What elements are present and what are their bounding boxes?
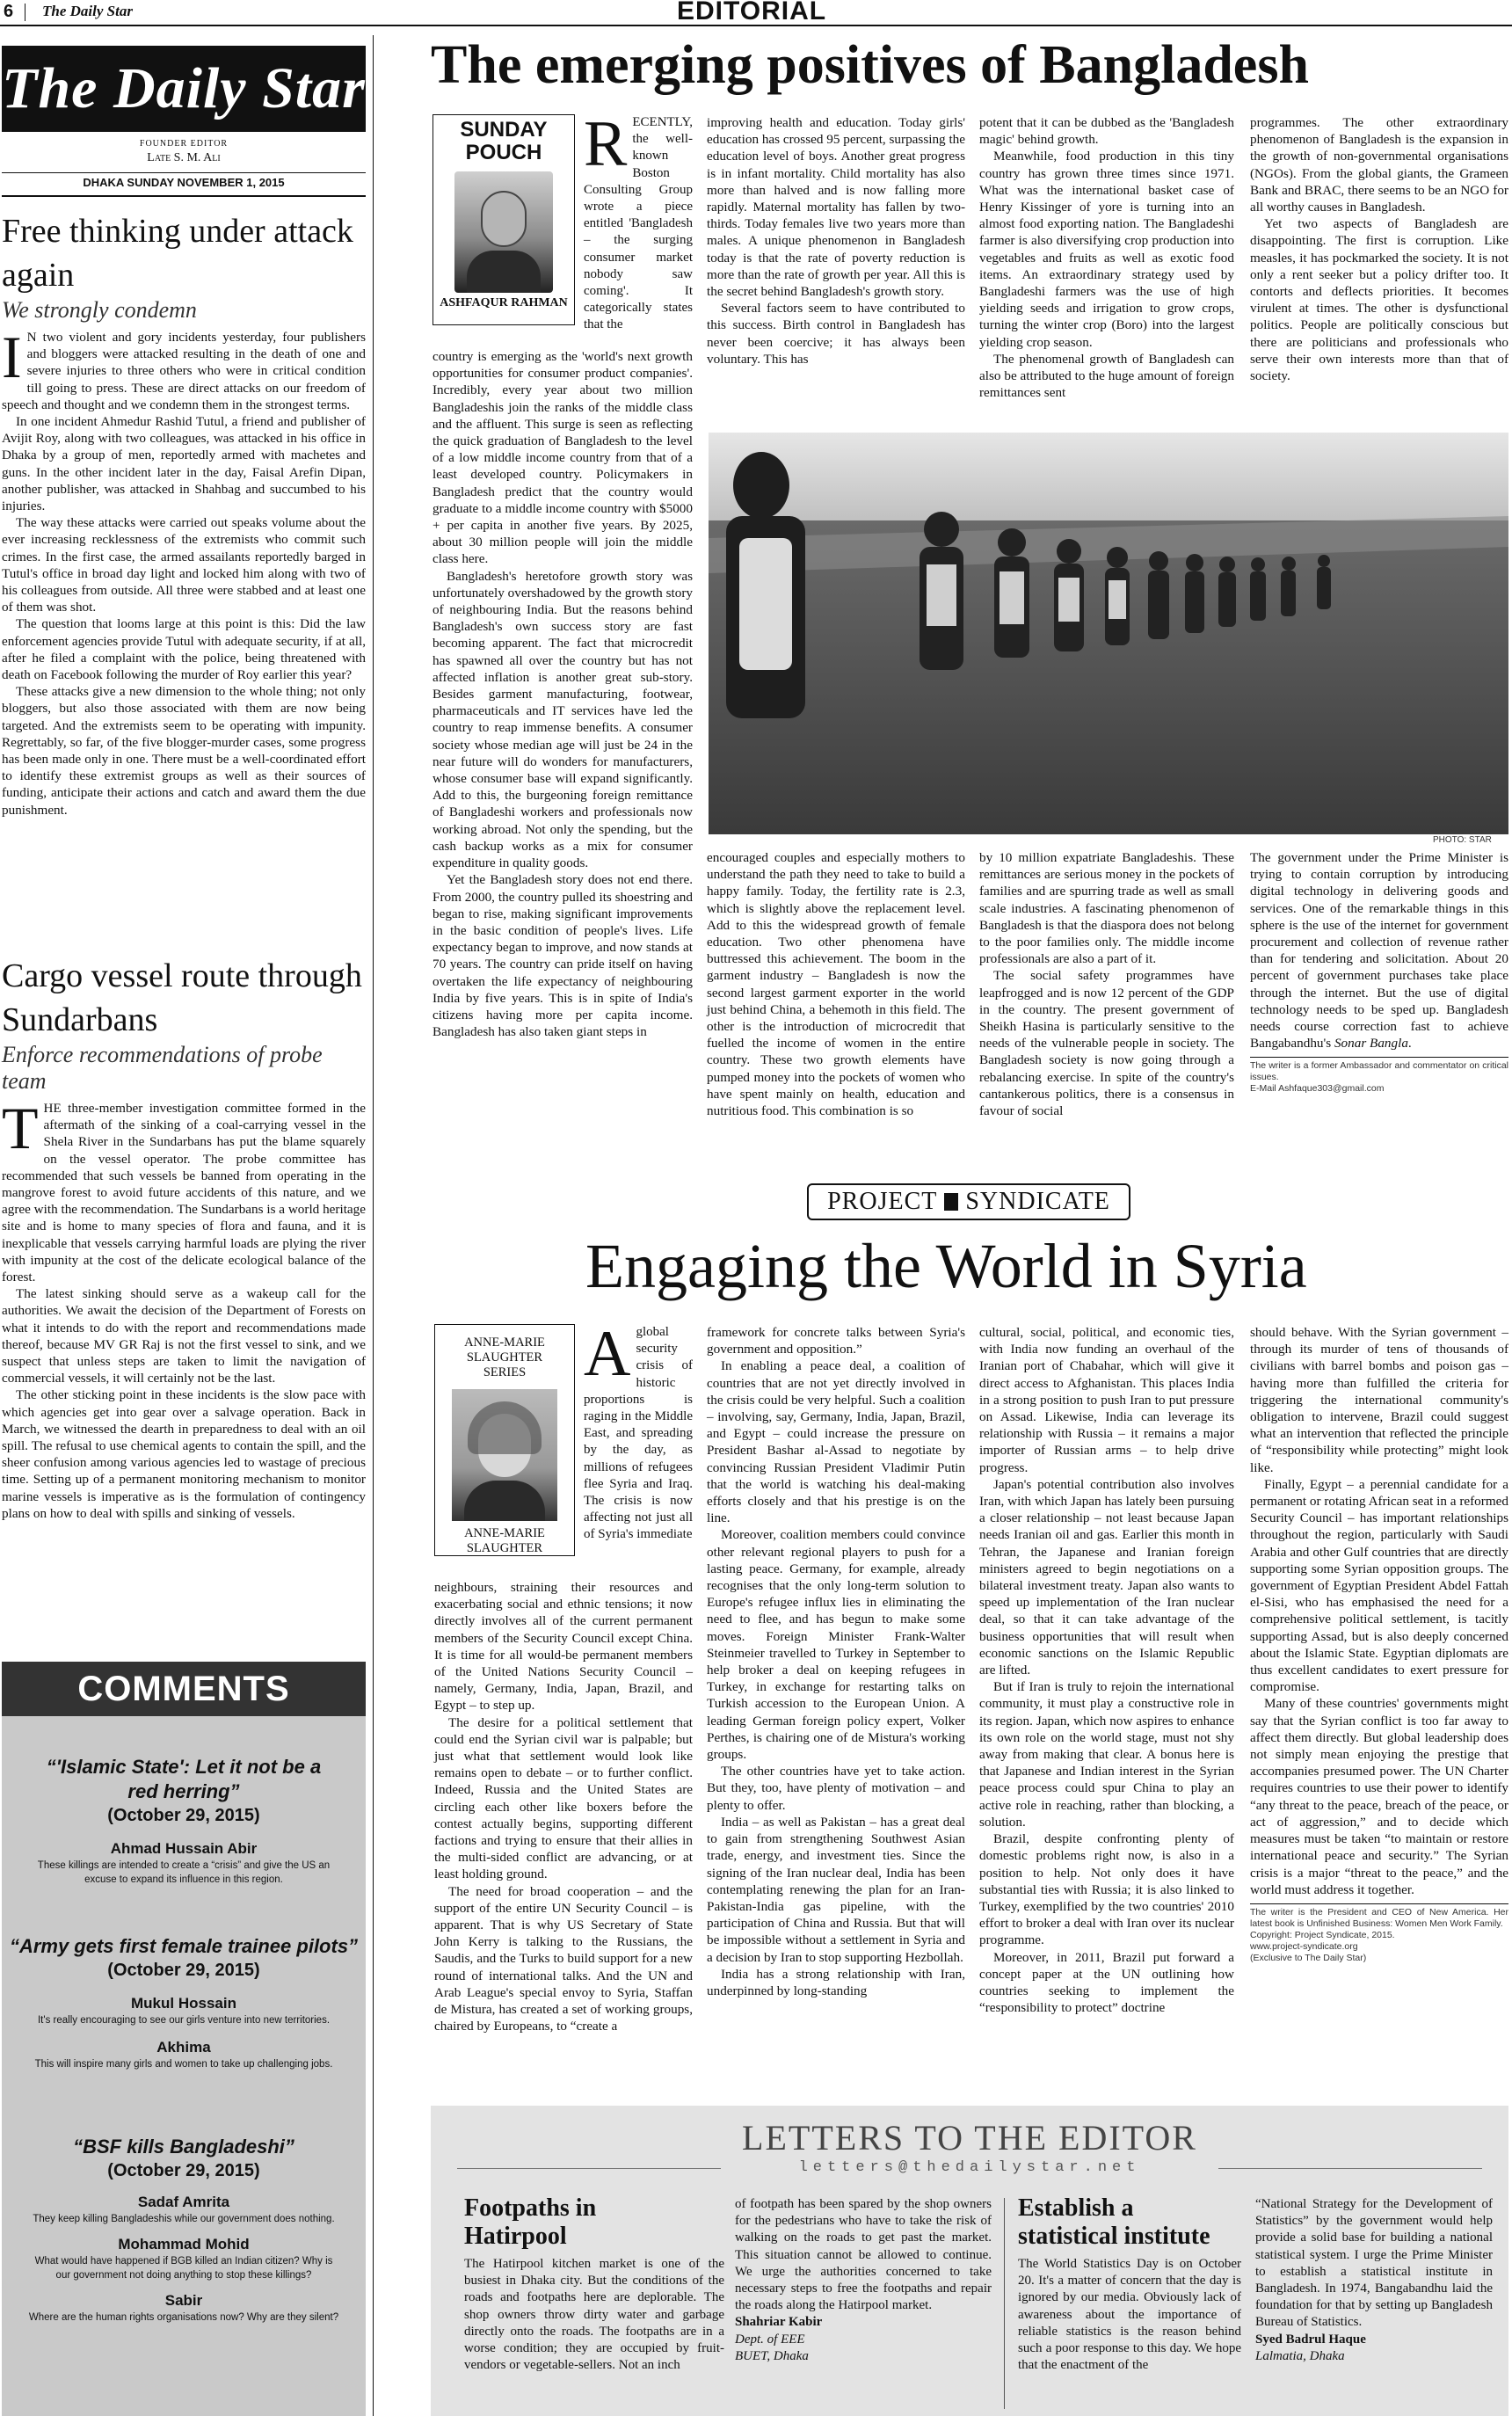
paragraph: Bangladesh's heretofore growth story was unfortunately overshadowed by the growth story of neighbouring India. But the reasons behind Bangladesh's own success story are fast becoming apparent. The fact that microcredit has spawned all over the country but has not affected inflation is another great sub-story. Besides garment manufacturing, footwear, pharmaceuticals and IT services have led the country to reap immense benefits. A consumer society whose median age will just be 24 in the near future will do wonders for manufacturers, whose consumer base will expand significantly. Add to this, the burgeoning foreign remittance of Bangladeshi workers and professionals now working abroad. Not only the spending, but the cash backup works as a mix for consumer expenditure in quality goods. bbox=[433, 568, 693, 871]
article-2-column-1 bbox=[434, 1579, 693, 2034]
comment-group bbox=[2, 2135, 366, 2325]
paragraph: of footpath has been spared by the shop owners for the pedestrians who have to take the risk of walking on the roads to get past the market. This situation cannot be allowed to continue. We urge the authorities concerned to take necessary steps to free the footpaths and repair the roads along the Hatirpool market. bbox=[735, 2197, 992, 2313]
paragraph: The social safety programmes have leapfrogged and is now 12 percent of the GDP in the country. The present government of Sheikh Hasina is particularly sensitive to the needs of the vulnerable people in society. The Bangladesh society is now going through a rebalancing exercise. In spite of the country's cantankerous politics, there is a consensus in favour of social bbox=[979, 968, 1234, 1119]
paragraph: Finally, Egypt – a perennial candidate for a permanent or rotating African seat in a reformed Security Council – has important relationships throughout the region, particularly with Saudi Arabia and other Gulf countries that are directly supporting some Syrian opposition groups. The government of Egyptian President Abdel Fattah el-Sisi, who has emphasised the need for a comprehensive political settlement, is tacitly supporting Assad, but is also deeply concerned about the Islamic State. Egyptian diplomats are thus excellent candidates to exert pressure for compromise. bbox=[1250, 1476, 1508, 1695]
paragraph: The latest sinking should serve as a wakeup call for the authorities. We await the decision of the Department of Forests on what it intends to do with the report and recommendations made thereof, because MV GR Raj is not the first vessel to sink, and we suspect that unless steps are taken to limit the navigation of commercial vessels, it will certainly not be the last. bbox=[2, 1286, 366, 1386]
letter-signature: Syed Badrul Haque bbox=[1255, 2332, 1366, 2347]
article-2-intro bbox=[584, 1318, 693, 1544]
paragraph: The Hatirpool kitchen market is one of the busiest in Dhaka city. But the conditions of the roads and footpaths here are deplorable. The shop owners throw dirty water and garbage directly onto the roads. The footpaths are in a worse condition; they are occupied by fruit-vendors or vegetable-sellers. Not an inch bbox=[464, 2257, 724, 2373]
comment-headline: “'Islamic State': Let it not be a red herring” bbox=[46, 1756, 322, 1802]
paragraph: “National Strategy for the Development of Statistics” by the government would help provide a solid base for building a national statistical system. I urge the Prime Minister to establish a statistical institute in Bangladesh. In 1974, Bangabandhu laid the foundation for that by setting up Bangladesh Bureau of Statistics. bbox=[1255, 2197, 1493, 2330]
letter-1-headline: Footpaths in Hatirpool bbox=[464, 2194, 597, 2250]
paragraph: HE three-member investigation committee formed in the aftermath of the sinking of a coal-carrying vessel in the Shela River in the Sundarbans has put the blame squarely on the vessel operator. The probe committee has recommended that such vessels be banned from operating in the mangrove forest to avoid future accidents of this nature, and we agree with the recommendation. The Sundarbans is a world heritage site and is home to many species of flora and fauna, and it is inexplicable that vessels carrying harmful loads are plying the river with impunity at the cost of the delicate ecological balance of the forest. bbox=[2, 1101, 366, 1285]
paragraph: India has a strong relationship with Iran, underpinned by long-standing bbox=[707, 1966, 965, 1998]
header-paper-name: The Daily Star bbox=[42, 3, 133, 19]
paragraph: But if Iran is truly to rejoin the international community, it must play a constructive role in its region. Japan, which now aspires to enhance its own role on the world stage, must not shy away from making that clear. A bonus here is that Japanese and Indian interest in the Syrian peace process could spur China to play an active role in reaching, rather than blocking, a solution. bbox=[979, 1679, 1234, 1830]
paragraph: country is emerging as the 'world's next growth opportunities for consumer product companies'. Incredibly, every year about two million Bangladeshis join the ranks of the middle class and the affluent. This surge is seen as reflecting the quick graduation of Bangladesh to the level of a low middle income country from that of a least developed country. Policymakers in Bangladesh predict that the country would graduate to a middle income country with $5000 + per capita in another five years. By 2025, about 30 million people will join the middle class here. bbox=[433, 349, 693, 567]
author-name: ASHFAQUR RAHMAN bbox=[440, 296, 568, 309]
commenter-name: Sabir bbox=[164, 2292, 203, 2309]
comment-date: (October 29, 2015) bbox=[107, 1806, 260, 1825]
article-2-column-3 bbox=[979, 1324, 1234, 2016]
paragraph: framework for concrete talks between Syria's government and opposition.” bbox=[707, 1325, 965, 1357]
paragraph: The other sticking point in these incidents is the slow pace with which agencies get into gear over a salvage operation. Back in March, we witnessed the dearth in preparedness to deal with an oil spill. The refusal to use chemical agents to contain the spill, and the sheer confusion among various agencies led to wastage of precious time. Setting up of a permanent monitoring mechanism to monitor marine vessels is imperative as is the formulation of contingency plans on how to deal with spills and sinking of vessels. bbox=[2, 1387, 366, 1521]
editorial-2-subhead: Enforce recommendations of probe team bbox=[2, 1042, 323, 1094]
letter-location: Lalmatia, Dhaka bbox=[1255, 2348, 1345, 2363]
letter-2-headline: Establish a statistical institute bbox=[1018, 2194, 1210, 2250]
masthead-logo: The Daily Star bbox=[2, 46, 366, 132]
paragraph: by 10 million expatriate Bangladeshis. These remittances are serious money in the pockets of families and are spurring trade as well as small scale industries. A fascinating phenomenon of Bangladesh is that the diaspora does not belong to the poor families only. The middle income professionals are also a part of it. bbox=[979, 850, 1234, 967]
commenter-name: Sadaf Amrita bbox=[137, 2194, 230, 2210]
paragraph: The desire for a political settlement that could end the Syrian civil war is palpable; but just what that settlement would look like remains open to debate – or to further conflict. Indeed, Russia and the United States are circling each other like boxers before the contest actually begins, supporting different factions and trying to ensure that their allies in the multi-sided conflict are advancing, or at least holding ground. bbox=[434, 1714, 693, 1882]
emphasis-text: Sonar Bangla bbox=[1334, 1036, 1408, 1052]
comment-date: (October 29, 2015) bbox=[107, 2161, 260, 2180]
dropcap: I bbox=[2, 324, 22, 390]
paragraph: The need for broad cooperation – and the support of the entire UN Security Council – is apparent. That is why US Secretary of State John Kerry is talking to the Russians, the Saudis, and the Turks to build support for a new round of international talks. And the UN and Arab League's special envoy to Syria, Staffan de Mistura, has created a set of working groups, chaired by Europeans, to “create a bbox=[434, 1883, 693, 2034]
syndicate-url: www.project-syndicate.org bbox=[1250, 1940, 1358, 1952]
letter-2-column-1 bbox=[1018, 2256, 1241, 2374]
article-1-headline: The emerging positives of Bangladesh bbox=[431, 35, 1309, 95]
article-2-column-4 bbox=[1250, 1324, 1508, 1964]
author-email: E-Mail Ashfaque303@gmail.com bbox=[1250, 1083, 1385, 1095]
paragraph: ECENTLY, the well-known Boston Consulting Group wrote a piece entitled 'Bangladesh – the surging consumer market nobody saw coming'. It categorically states that the bbox=[584, 115, 693, 332]
paragraph: Brazil, despite confronting plenty of domestic problems right now, is also in a position to help. Not only does it have substantial ties with Russia; it is also linked to Turkey, exemplified by the two countries' 2010 effort to broker a deal with Iran over its nuclear programme. bbox=[979, 1831, 1234, 1948]
dateline-rule-top bbox=[2, 172, 366, 173]
paragraph: improving health and education. Today girls' education has crossed 95 percent, surpassing the education level of boys. Another great progress is in infant mortality. Child mortality has also more than halved and is now falling more rapidly. Maternal mortality has fallen by two-thirds. Today females live two years more than males. A unique phenomenon in Bangladesh today is that the rate of poverty reduction is more than the rate of growth per year. All this is the secret behind Bangladesh's growth story. bbox=[707, 115, 965, 300]
commenter-name: Mohammad Mohid bbox=[118, 2236, 250, 2252]
paragraph: potent that it can be dubbed as the 'Bangladesh magic' behind growth. bbox=[979, 115, 1234, 148]
editorial-2-headline: Cargo vessel route through Sundarbans bbox=[2, 957, 362, 1038]
editorial-1-subhead: We strongly condemn bbox=[2, 297, 197, 323]
comment-group bbox=[2, 1934, 366, 2071]
paragraph: The government under the Prime Minister is trying to contain corruption by introducing digital technology in delivering goods and services. One of the remarkable things in this sphere is the use of the internet for government procurement and collection of revenue rather than for tendering and solicitation. About 20 percent of government purchases take place through the internet. But the use of digital technology needs to be sped up. Bangladesh needs course correction fast to achieve Bangabandhu's bbox=[1250, 850, 1508, 1052]
paragraph: cultural, social, political, and economic ties, with India now funding an overhaul of the Iranian port of Chabahar, which will give it direct access to Afghanistan. This places India in a strong position to push Iran to put pressure on Assad. Likewise, India can leverage its relationship with Russia – it remains a major importer of Russian arms – to help drive progress. bbox=[979, 1325, 1234, 1475]
column-name: SUNDAY POUCH bbox=[460, 118, 548, 164]
article-1-column-3-top bbox=[979, 114, 1234, 401]
letter-1-column-2 bbox=[735, 2196, 992, 2365]
article-1-column-4-bottom bbox=[1250, 849, 1508, 1095]
letters-email: letters@thedailystar.net bbox=[798, 2159, 1141, 2176]
letters-divider bbox=[1004, 2198, 1005, 2409]
paragraph: India – as well as Pakistan – has a great deal to gain from strengthening Southwest Asian trade, energy, and investment ties. Since the signing of the Iran nuclear deal, India has been contemplating renewing the plan for an Iran-Pakistan-India gas pipeline, with the participation of China and Russia. But that will be impossible without a settlement in Syria and a decision by Iran to stop supporting Hezbollah. bbox=[707, 1814, 965, 1965]
syndicate-mark bbox=[944, 1193, 958, 1211]
author-photo bbox=[454, 171, 553, 293]
dateline-rule-bottom bbox=[2, 195, 366, 197]
comments-title: COMMENTS bbox=[2, 1662, 366, 1716]
paragraph: Moreover, in 2011, Brazil put forward a concept paper at the UN outlining how countries seeking to implement the “responsibility to protect” doctrine bbox=[979, 1949, 1234, 2016]
schoolgirls-photo bbox=[709, 433, 1508, 834]
paragraph: encouraged couples and especially mothers to understand the path they need to take to build a happy family. Today, the fertility rate is 2.3, which is slightly above the replacement level. Add to this the widespread growth of female education. Two other phenomena have buttressed this achievement. The boom in the garment industry – Bangladesh is now the second largest garment exporter in the world just behind China, a behemoth in this field. The other is the introduction of microcredit that fuelled the income of women in the entire country. These two growth elements have pumped money into the pockets of women who have spent mainly on health, education and nutritious food. This combination is so bbox=[707, 850, 965, 1119]
news-photo bbox=[709, 433, 1508, 834]
page-number: 6 bbox=[4, 2, 14, 21]
section-label: EDITORIAL bbox=[677, 0, 827, 25]
paragraph: should behave. With the Syrian government – through its murder of tens of thousands of civilians with barrel bombs and poison gas – having more than fulfilled the criteria for triggering the international community's obligation to intervene, Brazil could suggest what an intervention that reflected the principle of “responsibility while protecting” might look like. bbox=[1250, 1325, 1508, 1475]
article-1-column-3-bottom bbox=[979, 849, 1234, 1119]
exclusive-note: (Exclusive to The Daily Star) bbox=[1250, 1952, 1367, 1963]
sidebar-rule bbox=[373, 35, 374, 2416]
dropcap: T bbox=[2, 1095, 39, 1161]
paragraph: These attacks give a new dimension to the whole thing; not only bloggers, but also those associated with them are now being targeted. And the extremists seem to be operating with impunity. Regrettably, so far, of the five blogger-murder cases, some progress has been made only in one. There must be a well-coordinated effort to identify these extremist groups as well as their sources of funding, anticipate their actions and catch and award them the due punishment. bbox=[2, 684, 366, 818]
paragraph: Yet two aspects of Bangladesh are disappointing. The first is corruption. Like measles, it has pockmarked the society. It is not only a rent seeker but a policy drifter too. It contorts and deflects priorities. It becomes virulent at times. The other is dysfunctional politics. People are politically conscious but there are politicians and professionals who serve their own interests more than that of society. bbox=[1250, 216, 1508, 384]
series-author-name: ANNE-MARIE SLAUGHTER bbox=[464, 1335, 545, 1364]
dateline: DHAKA SUNDAY NOVEMBER 1, 2015 bbox=[83, 176, 285, 189]
paragraph: Japan's potential contribution also involves Iran, with which Japan has lately been pursuing a closer relationship – not least because Japan needs Iranian oil and gas. Earlier this month in Tehran, the Japanese and Iranian foreign ministers agreed to begin negotiations on a bilateral investment treaty. Japan also wants to speed up implementation of the Iran nuclear deal, so that it can take advantage of the business opportunities that will result when economic sanctions on the Islamic Republic are lifted. bbox=[979, 1476, 1234, 1678]
paragraph: In one incident Ahmedur Rashid Tutul, a friend and publisher of Avijit Roy, along with two colleagues, was attacked in his office in Dhaka by a group of men, reportedly armed with machetes and guns. In the other incident later in the day, Faisal Arefin Dipan, another publisher, was attacked in Shahbag and succumbed to his injuries. bbox=[2, 414, 366, 514]
comment-group bbox=[2, 1755, 366, 1887]
author-note: The writer is a former Ambassador and commentator on critical issues. bbox=[1250, 1060, 1508, 1083]
paragraph: The question that looms large at this point is this: Did the law enforcement agencies provide Tutul with adequate security, if at all, after he filed a complaint with the police, being threatened with death on Facebook following the murder of Roy earlier this year? bbox=[2, 616, 366, 683]
letters-title: LETTERS TO THE EDITOR bbox=[742, 2118, 1197, 2158]
paragraph: In enabling a peace deal, a coalition of countries that are not yet directly involved in the crisis could be very helpful. Such a coalition – involving, say, Germany, India, Japan, Brazil, and Egypt – could increase the pressure on President Bashar al-Assad to negotiate by convincing Russian President Vladimir Putin that the world is watching his deal-making efforts closely and that his prestige is on the line. bbox=[707, 1358, 965, 1526]
series-author-box bbox=[434, 1324, 575, 1556]
paragraph: N two violent and gory incidents yesterday, four publishers and bloggers were attacked resulting in the death of one and severe injuries to three others who were in critical condition till going to press. These are direct attacks on our freedom of speech and thought and we condemn them in the strongest terms. bbox=[2, 330, 366, 412]
letter-location: BUET, Dhaka bbox=[735, 2348, 809, 2363]
series-label: SERIES bbox=[483, 1365, 527, 1379]
photo-credit: PHOTO: STAR bbox=[1433, 835, 1492, 845]
commenter-name: Akhima bbox=[156, 2039, 211, 2056]
letter-1-column-1 bbox=[464, 2256, 724, 2374]
dropcap: A bbox=[584, 1318, 631, 1390]
comment-headline: “BSF kills Bangladeshi” bbox=[73, 2136, 294, 2158]
paragraph: global security crisis of historic proportions is raging in the Middle East, and spreading by the day, as millions of refugees flee Syria and Iraq. The crisis is now affecting not just all of Syria's immediate bbox=[584, 1325, 693, 1542]
commenter-name: Ahmad Hussain Abir bbox=[110, 1840, 258, 1857]
comment-text: This will inspire many girls and women to take up challenging jobs. bbox=[34, 2059, 333, 2070]
project-syndicate-logo bbox=[807, 1183, 1130, 1220]
paragraph: The World Statistics Day is on October 20. It's a matter of concern that the day is ignored by our media. Obviously lack of awareness about the importance of reliable statistics is the reason behind such a poor response to this day. We hope that the enactment of the bbox=[1018, 2257, 1241, 2373]
editorial-2 bbox=[2, 954, 366, 1522]
syndicate-left: PROJECT bbox=[827, 1188, 938, 1215]
paragraph: The phenomenal growth of Bangladesh can also be attributed to the huge amount of foreign remittances sent bbox=[979, 351, 1234, 401]
paragraph: The way these attacks were carried out speaks volume about the ever increasing recklessness of the extremists who commit such crimes. In the first case, the armed assailants reportedly barged in Tutul's office in broad day light and locked him along with two of his colleagues from outside. All three were stabbed and at least one of them was shot. bbox=[2, 515, 366, 615]
comment-text: They keep killing Bangladeshis while our government does nothing. bbox=[33, 2214, 335, 2224]
article-1-column-4-top bbox=[1250, 114, 1508, 384]
paragraph: Many of these countries' governments might say that the Syrian conflict is too far away to affect them directly. But global leadership does not simply mean enjoying the prestige that accompanies presumed power. The UN Charter requires countries to use their power to identify “any threat to the peace, breach of the peace, or act of aggression,” and to decide which measures must be taken “to maintain or restore international peace and security.” The Syrian crisis is a major “threat to the peace,” and the world must address it together. bbox=[1250, 1696, 1508, 1897]
founder-label: FOUNDER EDITOR bbox=[139, 139, 229, 149]
paragraph: Yet the Bangladesh story does not end there. From 2000, the country pulled its shoestring and began to rise, making significant improvements in the basic condition of people's lives. Life expectancy began to improve, and now stands at 70 years. The country can pride itself on having overtaken the life expectancy of neighbouring India by five years. This is in spite of India's citizens having more per capita income. Bangladesh has also taken giant steps in bbox=[433, 872, 693, 1040]
paragraph: Meanwhile, food production in this tiny country has grown three times since 1971. What was the international basket case of Henry Kissinger of yore is turning into an almost food exporting nation. The Bangladeshi farmer is also diversifying crop production into vegetables and fruits as well as exotic food items. An extraordinary strategy used by Bangladeshi farmers was the use of high yielding seeds and irrigation to grow crops, turning the winter crop (Boro) into the largest yielding crop season. bbox=[979, 149, 1234, 350]
editorial-1-headline: Free thinking under attack again bbox=[2, 213, 353, 294]
comment-text: It's really encouraging to see our girls venture into new territories. bbox=[37, 2015, 331, 2026]
paragraph: neighbours, straining their resources and exacerbating social and ethnic tensions; it now directly involves all of the current permanent members of the Security Council except China. It is time for all would-be permanent members of the United Nations Security Council – namely, Germany, India, Japan, Brazil, and Egypt – to step up. bbox=[434, 1580, 693, 1714]
paragraph: programmes. The other extraordinary phenomenon of Bangladesh is the expansion in the growth of non-governmental organisations (NGOs). From the global giants, the Grameen Bank and BRAC, there seems to be an NGO for all worthy causes in Bangladesh. bbox=[1250, 115, 1508, 215]
comment-text: These killings are intended to create a “crisis” and give the US an excuse to expand its influence in this region. bbox=[37, 1860, 331, 1885]
dropcap: R bbox=[584, 108, 628, 180]
author-photo bbox=[452, 1389, 557, 1521]
author-note: The writer is the President and CEO of New America. Her latest book is Unfinished Business: Women Men Work Family. bbox=[1250, 1906, 1508, 1929]
syndicate-right: SYNDICATE bbox=[965, 1188, 1110, 1215]
letter-2-column-2 bbox=[1255, 2196, 1493, 2365]
comment-text: What would have happened if BGB killed an Indian citizen? Why is our government not doing anything to stop these killings? bbox=[34, 2256, 333, 2281]
comment-headline: “Army gets first female trainee pilots” bbox=[9, 1935, 359, 1957]
article-1-column-2-top bbox=[707, 114, 965, 367]
letter-signature: Shahriar Kabir bbox=[735, 2315, 823, 2330]
copyright-note: Copyright: Project Syndicate, 2015. bbox=[1250, 1929, 1395, 1940]
punctuation: . bbox=[1407, 1036, 1412, 1052]
article-1-intro bbox=[584, 108, 693, 334]
paragraph: Moreover, coalition members could convince other relevant regional players to push for a lasting peace. Germany, for example, already recognises that the only long-term solution to Europe's refugee influx lies in eliminating the need to flee, and has begun to make some moves. Foreign Minister Frank-Walter Steinmeier travelled to Turkey in September to help broker a deal on keeping refugees in Turkey, in exchange for restarting talks on Turkish accession to the European Union. A leading German foreign policy expert, Volker Perthes, is chairing one of de Mistura's working groups. bbox=[707, 1527, 965, 1763]
paragraph: The other countries have yet to take action. But they, too, have plenty of motivation – and plenty to offer. bbox=[707, 1764, 965, 1813]
article-2-headline: Engaging the World in Syria bbox=[585, 1231, 1307, 1301]
comment-text: Where are the human rights organisations now? Why are they silent? bbox=[28, 2312, 339, 2323]
editorial-1 bbox=[2, 209, 366, 819]
founder-name: Late S. M. Ali bbox=[147, 151, 221, 164]
article-2-column-2 bbox=[707, 1324, 965, 1999]
paragraph: Several factors seem to have contributed to this success. Birth control in Bangladesh has never been coercive; it has always been voluntary. This has bbox=[707, 301, 965, 367]
article-1-column-1 bbox=[433, 348, 693, 1040]
author-name: ANNE-MARIE SLAUGHTER bbox=[464, 1526, 545, 1555]
article-1-column-2-bottom bbox=[707, 849, 965, 1119]
column-author-box bbox=[433, 114, 575, 325]
comment-date: (October 29, 2015) bbox=[107, 1961, 260, 1980]
commenter-name: Mukul Hossain bbox=[131, 1995, 236, 2012]
letter-affiliation: Dept. of EEE bbox=[735, 2332, 805, 2347]
